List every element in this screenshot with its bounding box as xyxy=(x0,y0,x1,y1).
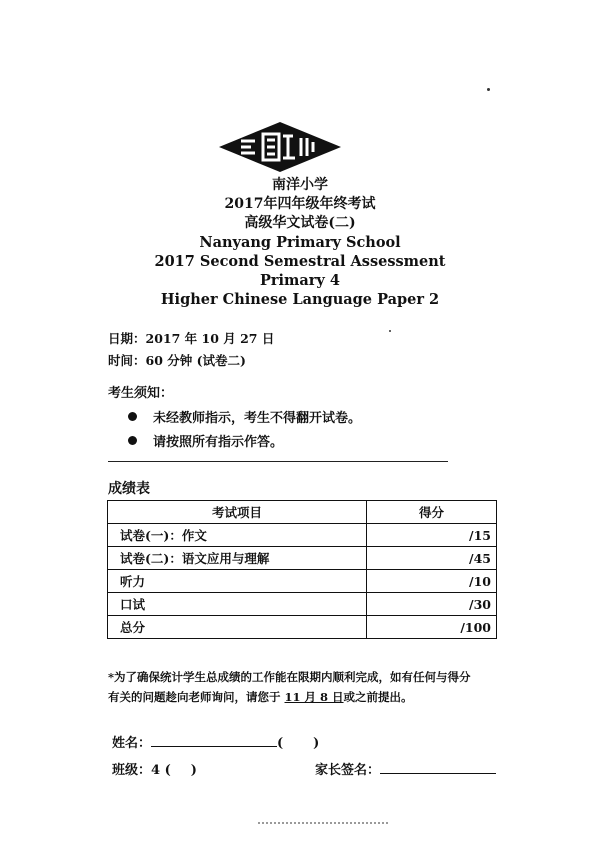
table-header-row xyxy=(108,501,497,524)
deadline-date: 11 月 8 日 xyxy=(284,690,344,704)
exam-duration: 时间：60 分钟 (试卷二) xyxy=(108,353,246,368)
bullet-icon xyxy=(128,436,137,445)
row-score: /10 xyxy=(367,570,497,593)
instruction-item xyxy=(128,404,361,428)
parent-signature-label: 家长签名： xyxy=(315,763,381,778)
row-item: 听力 xyxy=(108,570,367,593)
row-item: 总分 xyxy=(108,616,367,639)
instructions-list xyxy=(128,404,361,452)
column-header-item: 考试项目 xyxy=(108,501,367,524)
school-name-cn: 南洋小学 xyxy=(272,177,328,193)
note-line-2-start: 有关的问题趁向老师询问，请您于 xyxy=(108,690,285,704)
parent-signature-field xyxy=(315,759,496,778)
row-score: /45 xyxy=(367,547,497,570)
scan-watermark-trace xyxy=(258,822,388,824)
exam-name-en: 2017 Second Semestral Assessment xyxy=(154,253,446,270)
class-paren-close: ) xyxy=(190,763,197,778)
name-label: 姓名： xyxy=(112,736,152,751)
title-block xyxy=(0,176,600,309)
table-row xyxy=(108,547,497,570)
exam-meta xyxy=(108,328,274,372)
note-line-1: *为了确保统计学生总成绩的工作能在限期内顺利完成，如有任何与得分 xyxy=(108,670,471,684)
instruction-text: 请按照所有指示作答。 xyxy=(153,434,284,450)
table-row xyxy=(108,570,497,593)
scan-speck xyxy=(487,88,490,91)
instruction-item xyxy=(128,428,361,452)
table-row xyxy=(108,593,497,616)
table-row xyxy=(108,616,497,639)
row-score: /15 xyxy=(367,524,497,547)
row-item: 口试 xyxy=(108,593,367,616)
school-name-en: Nanyang Primary School xyxy=(199,234,401,251)
score-table-title: 成绩表 xyxy=(108,481,150,497)
school-logo xyxy=(219,122,341,172)
score-query-note xyxy=(108,667,508,707)
row-item: 试卷(一)：作文 xyxy=(108,524,367,547)
score-table xyxy=(107,500,497,639)
column-header-score: 得分 xyxy=(367,501,497,524)
instructions-title: 考生须知： xyxy=(108,386,174,401)
scan-speck xyxy=(389,330,391,332)
note-line-2-end: 或之前提出。 xyxy=(343,690,413,704)
bullet-icon xyxy=(128,412,137,421)
name-paren-close: ) xyxy=(313,736,320,751)
row-item: 试卷(二)：语文应用与理解 xyxy=(108,547,367,570)
table-row xyxy=(108,524,497,547)
class-label: 班级：4 ( xyxy=(112,763,171,778)
name-field xyxy=(112,732,319,751)
class-field xyxy=(112,759,197,778)
divider xyxy=(108,461,448,462)
note-line-2 xyxy=(108,687,508,707)
row-score: /100 xyxy=(367,616,497,639)
exam-date: 日期：2017 年 10 月 27 日 xyxy=(108,331,275,346)
paper-name-en: Higher Chinese Language Paper 2 xyxy=(160,291,440,308)
level-en: Primary 4 xyxy=(260,272,340,289)
paper-name-cn: 高级华文试卷(二) xyxy=(244,215,356,231)
row-score: /30 xyxy=(367,593,497,616)
name-paren-open: ( xyxy=(277,736,284,751)
name-input-line[interactable] xyxy=(151,734,277,747)
parent-signature-line[interactable] xyxy=(380,761,496,774)
instruction-text: 未经教师指示，考生不得翻开试卷。 xyxy=(153,410,362,426)
exam-name-cn: 2017年四年级年终考试 xyxy=(224,196,376,212)
